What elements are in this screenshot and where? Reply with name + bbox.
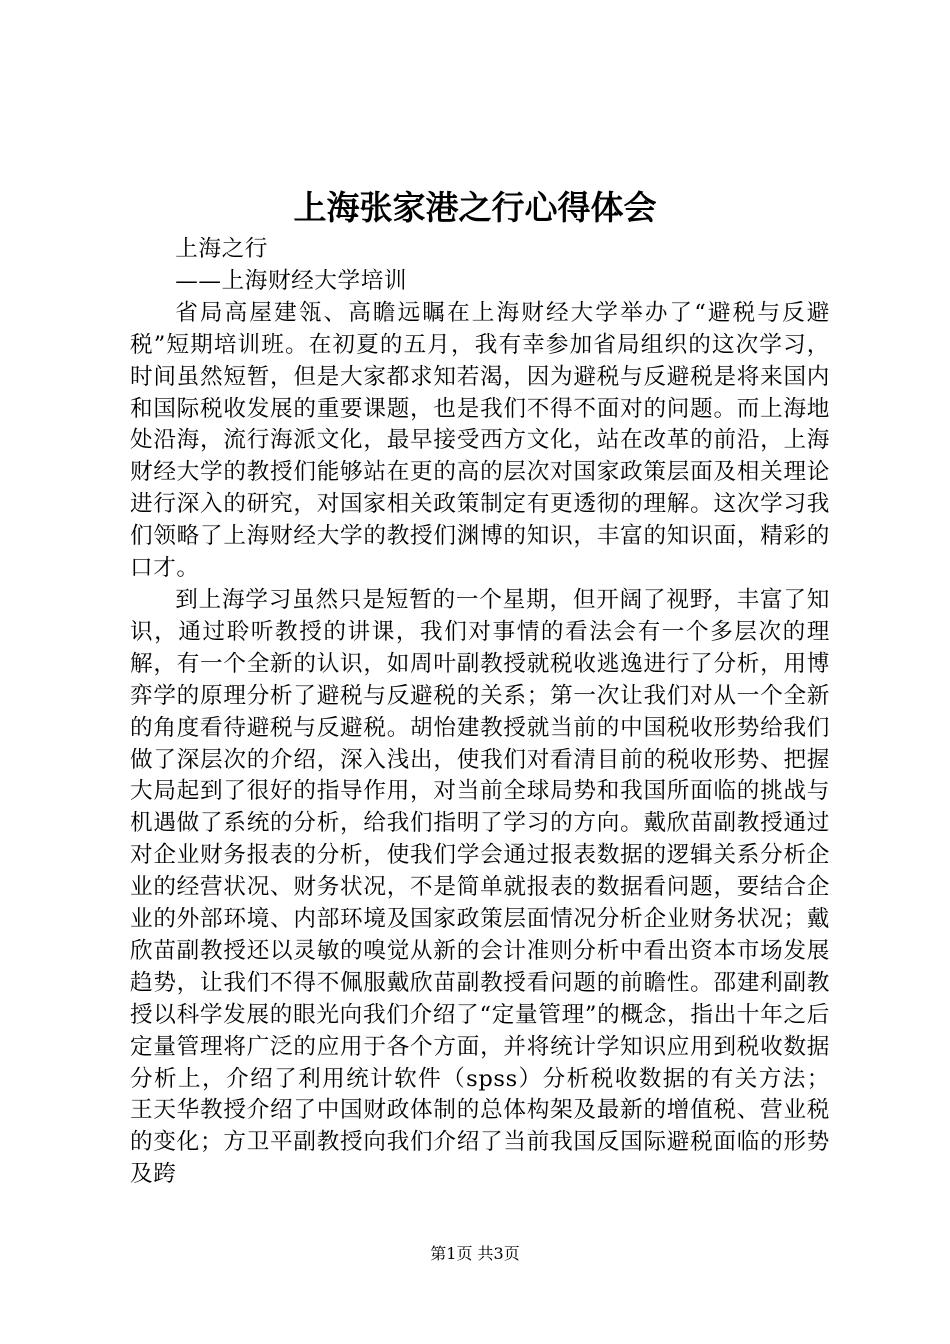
paragraph-intro: 省局高屋建瓴、高瞻远瞩在上海财经大学举办了“避税与反避税”短期培训班。在初夏的五月，我有幸参加省局组织的这次学习，时间虽然短暂，但是大家都求知若渴，因为避税与反避税是将来国内和国际税收发展的重要课题，也是我们不得不面对的问题。而上海地处沿海，流行海派文化，最早接受西方文化，站在改革的前沿，上海财经大学的教授们能够站在更的高的层次对国家政策层面及相关理论进行深入的研究，对国家相关政策制定有更透彻的理解。这次学习我们领略了上海财经大学的教授们渊博的知识，丰富的知识面，精彩的口才。 <box>130 299 830 582</box>
document-title: 上海张家港之行心得体会 <box>293 188 657 227</box>
paragraph-heading: 上海之行 <box>175 236 268 262</box>
paragraph-subheading: ——上海财经大学培训 <box>175 267 408 294</box>
page-number-footer: 第1页 共3页 <box>430 1244 520 1263</box>
paragraph-main: 到上海学习虽然只是短暂的一个星期，但开阔了视野，丰富了知识，通过聆听教授的讲课，我们对事情的看法会有一个多层次的理解，有一个全新的认识，如周叶副教授就税收逃逸进行了分析，用博弈学的原理分析了避税与反避税的关系；第一次让我们对从一个全新的角度看待避税与反避税。胡怡建教授就当前的中国税收形势给我们做了深层次的介绍，深入浅出，使我们对看清目前的税收形势、把握大局起到了很好的指导作用，对当前全球局势和我国所面临的挑战与机遇做了系统的分析，给我们指明了学习的方向。戴欣苗副教授通过对企业财务报表的分析，使我们学会通过报表数据的逻辑关系分析企业的经营状况、财务状况，不是简单就报表的数据看问题，要结合企业的外部环境、内部环境及国家政策层面情况分析企业财务状况；戴欣苗副教授还以灵敏的嗅觉从新的会计准则分析中看出资本市场发展趋势，让我们不得不佩服戴欣苗副教授看问题的前瞻性。邵建利副教授以科学发展的眼光向我们介绍了“定量管理”的概念，指出十年之后定量管理将广泛的应用于各个方面，并将统计学知识应用到税收数据分析上，介绍了利用统计软件（spss）分析税收数据的有关方法；王天华教授介绍了中国财政体制的总体构架及最新的增值税、营业税的变化；方卫平副教授向我们介绍了当前我国反国际避税面临的形势及跨 <box>130 586 830 1188</box>
document-body <box>130 234 830 1191</box>
